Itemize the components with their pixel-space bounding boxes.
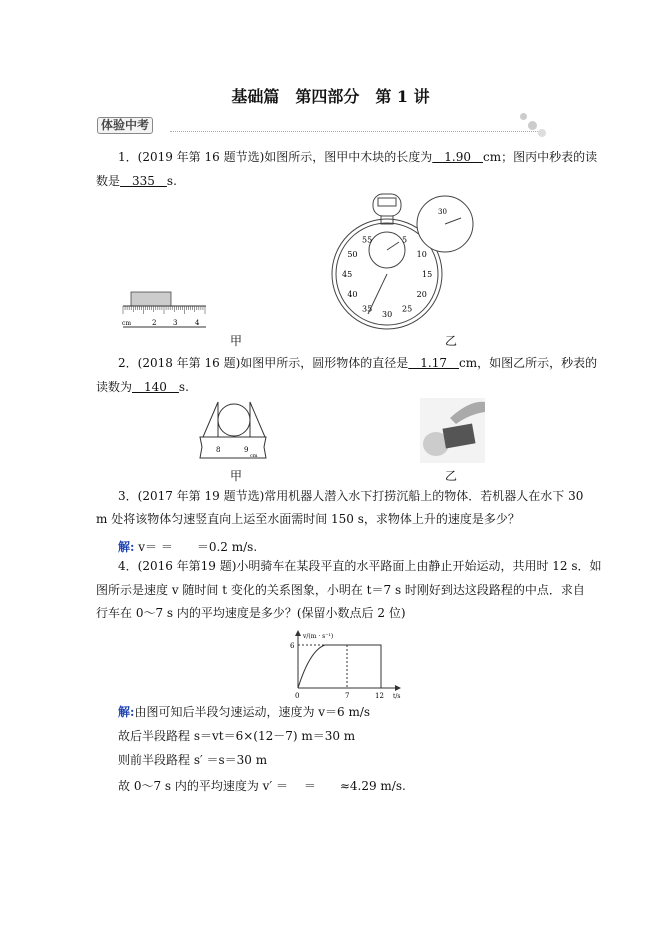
watch-dial-label: 35 bbox=[362, 304, 373, 314]
q4-solution-2: 故后半段路程 s＝vt＝6×(12－7) m＝30 m bbox=[118, 729, 356, 743]
q3-line1: 3．(2017 年第 19 题节选)常用机器人潜入水下打捞沉船上的物体．若机器人在水下 30 bbox=[118, 489, 584, 503]
ruler-label: 4 bbox=[195, 319, 200, 327]
ruler-label: cm bbox=[250, 453, 258, 459]
caliper-figure bbox=[198, 400, 270, 464]
ruler-figure bbox=[120, 285, 215, 335]
y-axis-label: v/(m · s⁻¹) bbox=[303, 633, 334, 640]
ruler-label: cm bbox=[122, 320, 132, 327]
watch-dial-label: 30 bbox=[382, 310, 393, 319]
page-title: 基础篇 第四部分 第 1 讲 bbox=[231, 87, 430, 106]
velocity-time-graph bbox=[285, 630, 405, 702]
watch-dial-label: 25 bbox=[402, 304, 413, 314]
q2-answer2: 140 bbox=[132, 380, 179, 394]
q3-solution: 解: v＝ ＝ ＝0.2 m/s. bbox=[118, 540, 258, 554]
ruler-label: 8 bbox=[216, 446, 221, 454]
q2-answer1: 1.17 bbox=[408, 356, 459, 370]
decor-dot bbox=[520, 113, 527, 120]
watch-dial-label: 20 bbox=[416, 290, 427, 299]
q1-fig-left-caption: 甲 bbox=[230, 334, 243, 348]
watch-dial-label: 55 bbox=[362, 235, 373, 245]
y-tick: 6 bbox=[290, 642, 295, 650]
section-tag: 体验中考 bbox=[97, 117, 153, 134]
q1-line1: 1．(2019 年第 16 题节选)如图所示，图甲中木块的长度为 1.90 cm；图丙中秒表的读 bbox=[118, 150, 598, 164]
q2-fig-left-caption: 甲 bbox=[230, 469, 243, 483]
ruler-label: 3 bbox=[173, 319, 178, 327]
ruler-label: 2 bbox=[152, 319, 157, 327]
stopwatch-figure bbox=[315, 190, 480, 335]
velocity-curve bbox=[298, 645, 381, 688]
q2-line1: 2．(2018 年第 16 题)如图甲所示，圆形物体的直径是 1.17 cm，如图乙所示，秒表的 bbox=[118, 356, 598, 370]
stopwatch-photo bbox=[420, 398, 485, 463]
decor-dot bbox=[538, 129, 546, 137]
watch-dial-label: 50 bbox=[347, 250, 358, 259]
q3-line2: m 处将该物体匀速竖直向上运至水面需时间 150 s，求物体上升的速度是多少？ bbox=[96, 512, 520, 526]
x-axis-label: t/s bbox=[393, 693, 401, 700]
x-tick: 7 bbox=[345, 692, 350, 700]
decor-dot bbox=[528, 121, 537, 130]
x-tick: 12 bbox=[375, 692, 384, 700]
q2-line2: 读数为 140 s. bbox=[96, 380, 189, 394]
watch-dial-label: 40 bbox=[347, 290, 358, 299]
watch-dial-label: 10 bbox=[416, 250, 427, 259]
q2-fig-right-caption: 乙 bbox=[445, 469, 458, 483]
q1-answer1: 1.90 bbox=[432, 150, 483, 164]
q4-solution-1: 解:由图可知后半段匀速运动，速度为 v＝6 m/s bbox=[118, 705, 371, 719]
sub-dial-label: 30 bbox=[438, 208, 447, 216]
watch-dial-label: 45 bbox=[342, 270, 353, 279]
q1-line2: 数是 335 s. bbox=[96, 174, 177, 188]
q4-line3: 行车在 0～7 s 内的平均速度是多少？(保留小数点后 2 位) bbox=[96, 606, 406, 620]
watch-dial-label: 5 bbox=[402, 235, 408, 245]
q4-solution-4: 故 0～7 s 内的平均速度为 v′ ＝ ＝ ≈4.29 m/s. bbox=[118, 779, 406, 793]
ruler-label: 9 bbox=[244, 446, 249, 454]
watch-dial-label: 15 bbox=[422, 270, 433, 279]
q1-answer2: 335 bbox=[120, 174, 167, 188]
q4-line2: 图所示是速度 v 随时间 t 变化的关系图象，小明在 t＝7 s 时刚好到达这段路程的中点．求自 bbox=[96, 583, 585, 597]
q4-solution-3: 则前半段路程 s′ ＝s＝30 m bbox=[118, 753, 268, 767]
q4-line1: 4．(2016 年第19 题)小明骑车在某段平直的水平路面上由静止开始运动，共用时 12 s．如 bbox=[118, 559, 602, 573]
divider bbox=[170, 131, 540, 132]
x-tick: 0 bbox=[295, 692, 300, 700]
q1-fig-right-caption: 乙 bbox=[445, 334, 458, 348]
